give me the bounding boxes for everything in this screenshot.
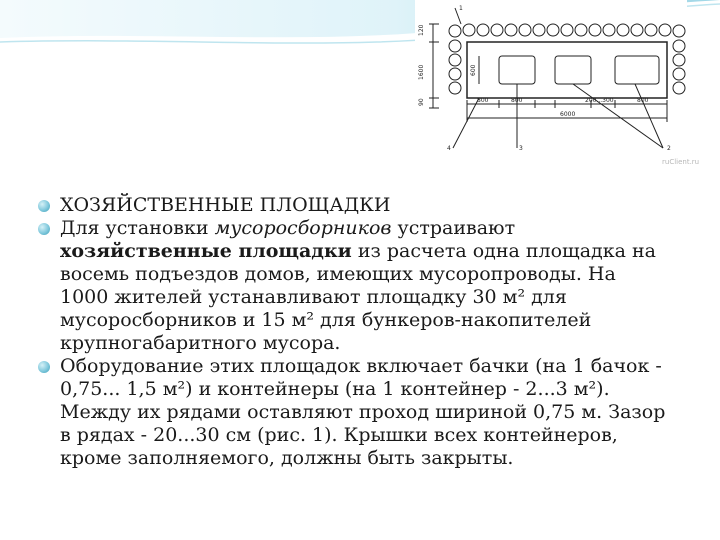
bullet-1-post: из расчета одна площадка на восемь подъездов домов, имеющих мусоропроводы. На 1000 жителей устанавливают площадку 30 м² для мусоросборников и 15 м² для бункеров-накопителей крупногабаритного мусора. — [60, 240, 656, 354]
dim-bot-label: 90 — [418, 98, 425, 106]
bullet-heading — [38, 194, 670, 217]
bullet-icon — [38, 200, 50, 212]
dim-inner-label: 600 — [470, 64, 477, 76]
callout-2: 2 — [667, 145, 671, 152]
dim-mid-label: 1600 — [418, 64, 425, 80]
container-left — [499, 56, 535, 84]
dim-top-label: 120 — [418, 24, 425, 36]
callout-1: 1 — [459, 5, 463, 12]
dim-b4-label: 800 — [637, 97, 649, 104]
watermark: ruСlient.ru — [662, 158, 700, 166]
figure-waste-site-plan — [415, 0, 687, 152]
bullet-1-pre: Для установки — [60, 217, 215, 239]
bullet-paragraph-2 — [38, 355, 670, 470]
bullet-2-text: Оборудование этих площадок включает бачки (на 1 бачок - 0,75... 1,5 м²) и контейнеры (на 1 контейнер - 2...3 м²). Между их рядами оставляют проход шириной 0,75 м. Зазор в рядах - 20...30 см (рис. 1). Крышки всех контейнеров, кроме заполняемого, должны быть закрыты. — [60, 355, 666, 469]
bullet-icon — [38, 361, 50, 373]
bullet-1-mid: устраивают — [391, 217, 516, 239]
bullet-paragraph-1 — [38, 217, 670, 355]
bullet-1-italic: мусоросборников — [214, 217, 392, 239]
dim-total-label: 6000 — [560, 111, 576, 118]
bullet-icon — [38, 223, 50, 235]
slide-body — [38, 194, 670, 470]
dim-b3-label: 200...300 — [585, 97, 614, 104]
bullet-heading-text: ХОЗЯЙСТВЕННЫЕ ПЛОЩАДКИ — [60, 194, 391, 216]
bullet-list — [38, 194, 670, 470]
callout-3: 3 — [519, 145, 523, 152]
container-middle — [555, 56, 591, 84]
callout-4: 4 — [447, 145, 451, 152]
dim-b1-label: 800 — [477, 97, 489, 104]
dim-b2-label: 800 — [511, 97, 523, 104]
bullet-1-bold: хозяйственные площадки — [60, 240, 352, 262]
container-right — [615, 56, 659, 84]
